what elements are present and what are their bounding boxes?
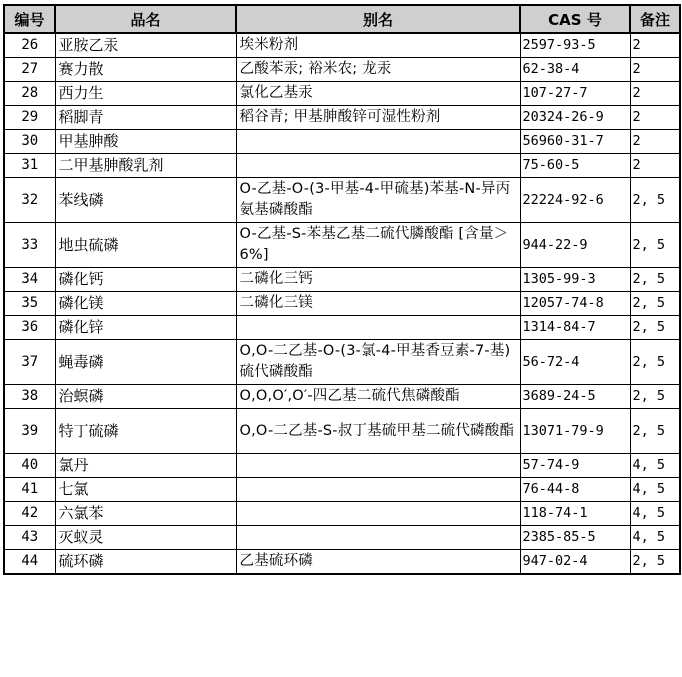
cell-name: 磷化钙 <box>55 268 236 292</box>
cell-note: 2 <box>630 130 680 154</box>
cell-no: 27 <box>4 58 55 82</box>
cell-note: 2, 5 <box>630 340 680 385</box>
cell-cas: 13071-79-9 <box>520 409 630 454</box>
table-row <box>4 550 680 575</box>
cell-note: 2 <box>630 58 680 82</box>
cell-no: 43 <box>4 526 55 550</box>
cell-name: 二甲基胂酸乳剂 <box>55 154 236 178</box>
cell-no: 26 <box>4 33 55 58</box>
cell-alias: 二磷化三钙 <box>236 268 520 292</box>
table-row <box>4 292 680 316</box>
table-row <box>4 526 680 550</box>
cell-no: 35 <box>4 292 55 316</box>
table-row <box>4 130 680 154</box>
cell-name: 苯线磷 <box>55 178 236 223</box>
cell-name: 灭蚁灵 <box>55 526 236 550</box>
table-body <box>4 33 680 574</box>
cell-no: 33 <box>4 223 55 268</box>
table-row <box>4 409 680 454</box>
cell-alias: 乙基硫环磷 <box>236 550 520 575</box>
table-row <box>4 106 680 130</box>
cell-name: 磷化镁 <box>55 292 236 316</box>
cell-cas: 22224-92-6 <box>520 178 630 223</box>
cell-name: 地虫硫磷 <box>55 223 236 268</box>
cell-name: 赛力散 <box>55 58 236 82</box>
cell-alias: 二磷化三镁 <box>236 292 520 316</box>
header-cas: CAS 号 <box>520 5 630 33</box>
cell-alias <box>236 478 520 502</box>
cell-no: 37 <box>4 340 55 385</box>
header-note: 备注 <box>630 5 680 33</box>
cell-cas: 1314-84-7 <box>520 316 630 340</box>
cell-cas: 56-72-4 <box>520 340 630 385</box>
cell-cas: 944-22-9 <box>520 223 630 268</box>
cell-alias <box>236 454 520 478</box>
table-row <box>4 340 680 385</box>
cell-alias: 氯化乙基汞 <box>236 82 520 106</box>
cell-cas: 56960-31-7 <box>520 130 630 154</box>
cell-note: 2 <box>630 82 680 106</box>
cell-name: 磷化锌 <box>55 316 236 340</box>
cell-name: 西力生 <box>55 82 236 106</box>
table-row <box>4 502 680 526</box>
header-alias: 别名 <box>236 5 520 33</box>
cell-note: 4, 5 <box>630 526 680 550</box>
cell-note: 2 <box>630 106 680 130</box>
cell-name: 硫环磷 <box>55 550 236 575</box>
cell-cas: 947-02-4 <box>520 550 630 575</box>
cell-no: 28 <box>4 82 55 106</box>
cell-alias <box>236 316 520 340</box>
cell-no: 38 <box>4 385 55 409</box>
cell-alias <box>236 502 520 526</box>
cell-note: 2 <box>630 33 680 58</box>
cell-note: 2, 5 <box>630 292 680 316</box>
cell-note: 2, 5 <box>630 385 680 409</box>
cell-cas: 107-27-7 <box>520 82 630 106</box>
cell-alias: 稻谷青; 甲基胂酸锌可湿性粉剂 <box>236 106 520 130</box>
cell-cas: 75-60-5 <box>520 154 630 178</box>
cell-name: 氯丹 <box>55 454 236 478</box>
table-row <box>4 82 680 106</box>
chemical-table <box>3 4 681 575</box>
table-row <box>4 454 680 478</box>
cell-no: 42 <box>4 502 55 526</box>
cell-note: 2, 5 <box>630 223 680 268</box>
table-row <box>4 178 680 223</box>
table-row <box>4 33 680 58</box>
cell-alias: 埃米粉剂 <box>236 33 520 58</box>
cell-cas: 3689-24-5 <box>520 385 630 409</box>
cell-cas: 20324-26-9 <box>520 106 630 130</box>
cell-note: 2, 5 <box>630 316 680 340</box>
cell-name: 亚胺乙汞 <box>55 33 236 58</box>
cell-no: 39 <box>4 409 55 454</box>
cell-no: 30 <box>4 130 55 154</box>
cell-name: 甲基胂酸 <box>55 130 236 154</box>
cell-no: 44 <box>4 550 55 575</box>
cell-alias: O-乙基-O-(3-甲基-4-甲硫基)苯基-N-异丙氨基磷酸酯 <box>236 178 520 223</box>
cell-cas: 57-74-9 <box>520 454 630 478</box>
table-row <box>4 268 680 292</box>
cell-note: 4, 5 <box>630 454 680 478</box>
cell-alias: O,O-二乙基-S-叔丁基硫甲基二硫代磷酸酯 <box>236 409 520 454</box>
cell-cas: 62-38-4 <box>520 58 630 82</box>
cell-cas: 1305-99-3 <box>520 268 630 292</box>
cell-alias: O,O,O′,O′-四乙基二硫代焦磷酸酯 <box>236 385 520 409</box>
cell-cas: 2385-85-5 <box>520 526 630 550</box>
cell-alias <box>236 130 520 154</box>
cell-name: 稻脚青 <box>55 106 236 130</box>
cell-cas: 2597-93-5 <box>520 33 630 58</box>
table-row <box>4 223 680 268</box>
table-row <box>4 385 680 409</box>
cell-cas: 76-44-8 <box>520 478 630 502</box>
cell-note: 2, 5 <box>630 550 680 575</box>
cell-cas: 12057-74-8 <box>520 292 630 316</box>
table-row <box>4 316 680 340</box>
table-row <box>4 58 680 82</box>
cell-no: 29 <box>4 106 55 130</box>
cell-alias: O-乙基-S-苯基乙基二硫代膦酸酯 [含量＞6%] <box>236 223 520 268</box>
cell-no: 31 <box>4 154 55 178</box>
cell-name: 治螟磷 <box>55 385 236 409</box>
cell-note: 2, 5 <box>630 268 680 292</box>
cell-no: 41 <box>4 478 55 502</box>
cell-name: 蝇毒磷 <box>55 340 236 385</box>
header-row <box>4 5 680 33</box>
table-row <box>4 154 680 178</box>
cell-alias <box>236 526 520 550</box>
cell-no: 36 <box>4 316 55 340</box>
cell-note: 4, 5 <box>630 502 680 526</box>
cell-alias: O,O-二乙基-O-(3-氯-4-甲基香豆素-7-基)硫代磷酸酯 <box>236 340 520 385</box>
cell-no: 34 <box>4 268 55 292</box>
cell-no: 40 <box>4 454 55 478</box>
cell-note: 2, 5 <box>630 409 680 454</box>
cell-name: 特丁硫磷 <box>55 409 236 454</box>
header-no: 编号 <box>4 5 55 33</box>
cell-alias <box>236 154 520 178</box>
cell-cas: 118-74-1 <box>520 502 630 526</box>
table-row <box>4 478 680 502</box>
cell-note: 2, 5 <box>630 178 680 223</box>
cell-alias: 乙酸苯汞; 裕米农; 龙汞 <box>236 58 520 82</box>
cell-note: 4, 5 <box>630 478 680 502</box>
header-name: 品名 <box>55 5 236 33</box>
cell-name: 七氯 <box>55 478 236 502</box>
cell-name: 六氯苯 <box>55 502 236 526</box>
cell-note: 2 <box>630 154 680 178</box>
cell-no: 32 <box>4 178 55 223</box>
